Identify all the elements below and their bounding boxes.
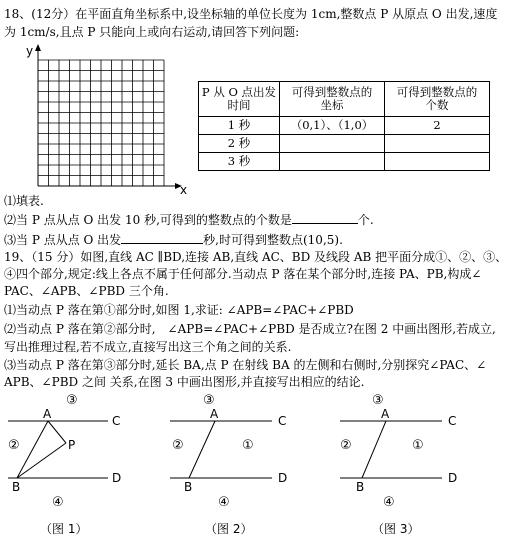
row1-coords[interactable]: （0,1）、（1,0）: [280, 117, 385, 135]
q19-line8: APB、∠PBD 之间 关系,在图 3 中画出图形,并直接写出相应的结论.: [4, 375, 365, 389]
header-time-line1: P 从 O 点出发: [201, 85, 277, 99]
region-4-label: ④: [218, 495, 230, 510]
segment-ab: [17, 421, 48, 478]
q18-fill-label: ⑴填表.: [4, 194, 44, 208]
point-a-label: A: [43, 407, 52, 421]
region-2-label: ②: [340, 438, 352, 453]
segment-pa: [48, 421, 66, 443]
y-axis-arrow: [35, 44, 41, 51]
row2-coords[interactable]: [280, 135, 385, 153]
q19-line7: ⑶当动点 P 落在第③部分时,延长 BA,点 P 在射线 BA 的左侧和右侧时,分别探究∠PAC、∠: [4, 358, 487, 372]
point-a-label: A: [381, 407, 390, 421]
point-d-label: D: [448, 471, 458, 485]
q18-sub2: [4, 212, 374, 227]
point-b-label: B: [12, 480, 21, 494]
row2-count[interactable]: [385, 135, 490, 153]
table-row: [199, 117, 490, 135]
q19-line1: 19、（15 分）如图,直线 AC ∥BD,连接 AB,直线 AC、BD 及线段 AB 把平面分成①、②、③、: [4, 250, 508, 264]
header-coords-line1: 可得到整数点的: [291, 85, 373, 99]
answer-blank[interactable]: [292, 212, 358, 224]
answer-blank[interactable]: [121, 232, 203, 244]
q18-line1: 18、(12分）在平面直角坐标系中,设坐标轴的单位长度为 1cm,整数点 P 从原点 O 出发,速度: [4, 7, 498, 21]
point-b-label: B: [184, 480, 193, 494]
region-1-label: ①: [242, 438, 254, 453]
point-d-label: D: [112, 471, 122, 485]
point-c-label: C: [112, 414, 121, 428]
region-2-label: ②: [172, 438, 184, 453]
row3-time: 3 秒: [199, 153, 280, 171]
header-count: [385, 82, 490, 117]
region-3-label: ③: [372, 393, 384, 408]
figure-3-caption: （图 3）: [372, 522, 420, 536]
q18-sub3: [4, 232, 343, 247]
point-p-label: P: [68, 438, 76, 452]
q19-line4: ⑴当动点 P 落在第①部分时,如图 1,求证: ∠APB=∠PAC+∠PBD: [4, 303, 354, 317]
q19-line2: ④四个部分,规定:线上各点不属于任何部分.当动点 P 落在某个部分时,连接 PA、PB,构成∠: [4, 267, 482, 281]
q19-line3: PAC、∠APB、∠PBD 三个角.: [4, 284, 169, 298]
integer-points-table: [198, 81, 490, 171]
segment-ab: [362, 421, 386, 478]
segment-pb: [17, 443, 66, 478]
table-row: [199, 135, 490, 153]
figure-2: [170, 393, 287, 536]
region-4-label: ④: [383, 495, 395, 510]
header-count-line2: 个数: [425, 98, 449, 112]
header-coords: [280, 82, 385, 117]
region-3-label: ③: [203, 393, 215, 408]
figure-1-caption: （图 1）: [40, 522, 88, 536]
header-time-line2: 时间: [227, 98, 251, 112]
figure-3: [340, 393, 457, 536]
row1-count[interactable]: 2: [385, 117, 490, 135]
table-header-row: [199, 82, 490, 117]
header-count-line1: 可得到整数点的: [396, 85, 478, 99]
region-1-label: ①: [412, 438, 424, 453]
point-d-label: D: [278, 471, 288, 485]
row3-count[interactable]: [385, 153, 490, 171]
point-c-label: C: [278, 414, 287, 428]
figure-1: [8, 393, 121, 536]
q19-line5: ⑵当动点 P 落在第②部分时, ∠APB=∠PAC+∠PBD 是否成立?在图 2 中画出图形,若成立,: [4, 322, 496, 336]
row3-coords[interactable]: [280, 153, 385, 171]
segment-ab: [189, 421, 215, 478]
row2-time: 2 秒: [199, 135, 280, 153]
region-4-label: ④: [52, 495, 64, 510]
point-b-label: B: [356, 480, 365, 494]
row1-time: 1 秒: [199, 117, 280, 135]
region-2-label: ②: [8, 438, 20, 453]
table-row: [199, 153, 490, 171]
point-c-label: C: [448, 414, 457, 428]
figure-2-caption: （图 2）: [205, 522, 253, 536]
q18-sub3-tail: 秒,时可得到整数点(10,5).: [203, 233, 343, 247]
x-axis-label: x: [180, 183, 188, 197]
header-time: [199, 82, 280, 117]
q18-sub2-text: ⑵当 P 点从点 O 出发 10 秒,可得到的整数点的个数是: [4, 213, 292, 227]
header-coords-line2: 坐标: [320, 98, 344, 112]
point-a-label: A: [210, 407, 219, 421]
q18-sub2-unit: 个.: [357, 213, 374, 227]
q19-line6: 写出推理过程,若不成立,直接写出这三个角之间的关系.: [4, 340, 292, 354]
q18-sub3-text: ⑶当 P 点从点 O 出发: [4, 233, 122, 247]
y-axis-label: y: [26, 44, 34, 58]
coordinate-grid: [26, 44, 187, 197]
region-3-label: ③: [66, 393, 78, 408]
q18-line2: 为 1cm/s,且点 P 只能向上或向右运动,请回答下列问题:: [4, 25, 300, 39]
